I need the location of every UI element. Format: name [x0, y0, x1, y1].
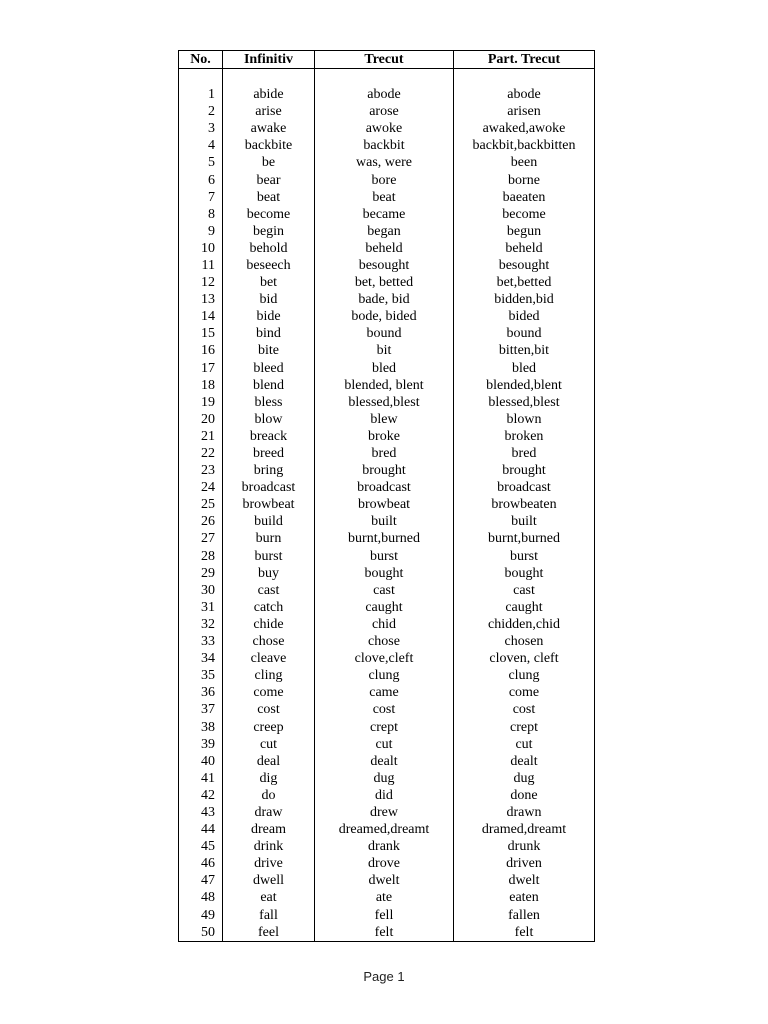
cell-no: 5 [179, 154, 223, 171]
cell-trecut: ate [315, 889, 454, 906]
cell-infinitiv: buy [223, 565, 315, 582]
cell-trecut: dealt [315, 753, 454, 770]
cell-trecut: blended, blent [315, 377, 454, 394]
cell-infinitiv: bid [223, 291, 315, 308]
cell-no: 21 [179, 428, 223, 445]
table-row [179, 548, 595, 565]
table-row [179, 684, 595, 701]
cell-infinitiv: do [223, 787, 315, 804]
table-row [179, 530, 595, 547]
cell-part-trecut: bided [454, 308, 595, 325]
table-row [179, 137, 595, 154]
table-row [179, 889, 595, 906]
cell-no: 33 [179, 633, 223, 650]
cell-infinitiv: eat [223, 889, 315, 906]
cell-part-trecut: become [454, 206, 595, 223]
table-row [179, 189, 595, 206]
cell-trecut: besought [315, 257, 454, 274]
cell-part-trecut: built [454, 513, 595, 530]
cell-trecut: crept [315, 718, 454, 735]
cell-no: 43 [179, 804, 223, 821]
cell-infinitiv: be [223, 154, 315, 171]
table-row [179, 86, 595, 103]
cell-no: 20 [179, 411, 223, 428]
cell-trecut: bled [315, 360, 454, 377]
cell-no: 34 [179, 650, 223, 667]
cell-infinitiv: feel [223, 924, 315, 942]
header-infinitiv: Infinitiv [223, 51, 315, 69]
table-row [179, 257, 595, 274]
cell-infinitiv: bear [223, 171, 315, 188]
cell-infinitiv: cost [223, 701, 315, 718]
cell-trecut: felt [315, 924, 454, 942]
cell-trecut: dug [315, 770, 454, 787]
cell-trecut: broke [315, 428, 454, 445]
cell-trecut: caught [315, 599, 454, 616]
cell-infinitiv: bite [223, 342, 315, 359]
cell-part-trecut: begun [454, 223, 595, 240]
cell-trecut: fell [315, 907, 454, 924]
cell-infinitiv: browbeat [223, 496, 315, 513]
cell-infinitiv: bless [223, 394, 315, 411]
cell-part-trecut: bought [454, 565, 595, 582]
cell-trecut: came [315, 684, 454, 701]
cell-trecut: bore [315, 171, 454, 188]
cell-no: 8 [179, 206, 223, 223]
cell-infinitiv: burn [223, 530, 315, 547]
table-row [179, 701, 595, 718]
cell-infinitiv: bide [223, 308, 315, 325]
cell-infinitiv: become [223, 206, 315, 223]
table-row [179, 650, 595, 667]
cell-part-trecut: arisen [454, 103, 595, 120]
cell-part-trecut: come [454, 684, 595, 701]
cell-no: 49 [179, 907, 223, 924]
cell-no: 15 [179, 325, 223, 342]
cell-infinitiv: chide [223, 616, 315, 633]
cell-part-trecut: drawn [454, 804, 595, 821]
cell-trecut: built [315, 513, 454, 530]
cell-no: 18 [179, 377, 223, 394]
cell-trecut: brought [315, 462, 454, 479]
cell-part-trecut: drunk [454, 838, 595, 855]
cell-part-trecut: browbeaten [454, 496, 595, 513]
cell-infinitiv: fall [223, 907, 315, 924]
cell-trecut: dwelt [315, 872, 454, 889]
cell-no: 30 [179, 582, 223, 599]
cell-infinitiv: drink [223, 838, 315, 855]
cell-infinitiv: backbite [223, 137, 315, 154]
cell-no: 40 [179, 753, 223, 770]
cell-trecut: arose [315, 103, 454, 120]
table-row [179, 206, 595, 223]
cell-infinitiv: cut [223, 736, 315, 753]
table-row [179, 120, 595, 137]
cell-infinitiv: dwell [223, 872, 315, 889]
cell-part-trecut: been [454, 154, 595, 171]
cell-trecut: bought [315, 565, 454, 582]
cell-no: 32 [179, 616, 223, 633]
cell-part-trecut: blended,blent [454, 377, 595, 394]
cell-no: 45 [179, 838, 223, 855]
table-row [179, 325, 595, 342]
cell-trecut: became [315, 206, 454, 223]
header-part-trecut: Part. Trecut [454, 51, 595, 69]
cell-trecut: cut [315, 736, 454, 753]
cell-no: 14 [179, 308, 223, 325]
cell-trecut: browbeat [315, 496, 454, 513]
table-header-row [179, 51, 595, 69]
cell-no: 42 [179, 787, 223, 804]
cell-infinitiv: beseech [223, 257, 315, 274]
header-trecut: Trecut [315, 51, 454, 69]
cell-infinitiv: bind [223, 325, 315, 342]
cell-trecut: cost [315, 701, 454, 718]
table-row [179, 103, 595, 120]
table-row [179, 855, 595, 872]
table-row [179, 770, 595, 787]
cell-infinitiv: beat [223, 189, 315, 206]
cell-part-trecut: broadcast [454, 479, 595, 496]
table-row [179, 804, 595, 821]
cell-trecut: beheld [315, 240, 454, 257]
cell-infinitiv: breed [223, 445, 315, 462]
cell-infinitiv: bet [223, 274, 315, 291]
cell-trecut: bred [315, 445, 454, 462]
table-row [179, 223, 595, 240]
cell-no: 22 [179, 445, 223, 462]
cell-trecut: chid [315, 616, 454, 633]
cell-no: 35 [179, 667, 223, 684]
table-row [179, 753, 595, 770]
cell-trecut: did [315, 787, 454, 804]
cell-part-trecut: cast [454, 582, 595, 599]
table-row [179, 616, 595, 633]
cell-no: 24 [179, 479, 223, 496]
table-row [179, 360, 595, 377]
cell-infinitiv: behold [223, 240, 315, 257]
cell-infinitiv: begin [223, 223, 315, 240]
cell-trecut: began [315, 223, 454, 240]
cell-trecut: bound [315, 325, 454, 342]
cell-part-trecut: backbit,backbitten [454, 137, 595, 154]
cell-no: 28 [179, 548, 223, 565]
cell-no: 10 [179, 240, 223, 257]
cell-trecut: bet, betted [315, 274, 454, 291]
cell-part-trecut: dug [454, 770, 595, 787]
cell-trecut: blew [315, 411, 454, 428]
table-row [179, 428, 595, 445]
cell-infinitiv: deal [223, 753, 315, 770]
cell-trecut: burnt,burned [315, 530, 454, 547]
table-row [179, 924, 595, 942]
cell-infinitiv: catch [223, 599, 315, 616]
table-row [179, 718, 595, 735]
table-row [179, 394, 595, 411]
table-row [179, 821, 595, 838]
cell-trecut: abode [315, 86, 454, 103]
cell-trecut: dreamed,dreamt [315, 821, 454, 838]
cell-trecut: drew [315, 804, 454, 821]
cell-part-trecut: fallen [454, 907, 595, 924]
cell-trecut: bode, bided [315, 308, 454, 325]
cell-part-trecut: chosen [454, 633, 595, 650]
cell-infinitiv: chose [223, 633, 315, 650]
cell-part-trecut: bidden,bid [454, 291, 595, 308]
cell-no: 6 [179, 171, 223, 188]
cell-trecut: was, were [315, 154, 454, 171]
cell-no: 37 [179, 701, 223, 718]
cell-trecut: blessed,blest [315, 394, 454, 411]
cell-infinitiv: cleave [223, 650, 315, 667]
cell-infinitiv: bleed [223, 360, 315, 377]
cell-no: 50 [179, 924, 223, 942]
cell-part-trecut: blessed,blest [454, 394, 595, 411]
cell-no: 7 [179, 189, 223, 206]
cell-no: 48 [179, 889, 223, 906]
cell-infinitiv: abide [223, 86, 315, 103]
cell-infinitiv: breack [223, 428, 315, 445]
cell-infinitiv: cling [223, 667, 315, 684]
irregular-verbs-table [178, 50, 595, 942]
cell-infinitiv: come [223, 684, 315, 701]
cell-no: 41 [179, 770, 223, 787]
cell-trecut: beat [315, 189, 454, 206]
cell-infinitiv: draw [223, 804, 315, 821]
cell-part-trecut: bitten,bit [454, 342, 595, 359]
spacer-row [179, 69, 595, 87]
cell-part-trecut: caught [454, 599, 595, 616]
table-row [179, 872, 595, 889]
cell-infinitiv: creep [223, 718, 315, 735]
cell-no: 16 [179, 342, 223, 359]
cell-trecut: awoke [315, 120, 454, 137]
table-row [179, 736, 595, 753]
table-row [179, 445, 595, 462]
cell-part-trecut: bound [454, 325, 595, 342]
cell-no: 23 [179, 462, 223, 479]
cell-trecut: drank [315, 838, 454, 855]
cell-no: 38 [179, 718, 223, 735]
cell-part-trecut: dealt [454, 753, 595, 770]
cell-part-trecut: eaten [454, 889, 595, 906]
cell-part-trecut: brought [454, 462, 595, 479]
cell-trecut: cast [315, 582, 454, 599]
cell-part-trecut: chidden,chid [454, 616, 595, 633]
cell-no: 17 [179, 360, 223, 377]
cell-infinitiv: broadcast [223, 479, 315, 496]
cell-no: 12 [179, 274, 223, 291]
table-row [179, 342, 595, 359]
cell-part-trecut: blown [454, 411, 595, 428]
cell-part-trecut: felt [454, 924, 595, 942]
cell-no: 19 [179, 394, 223, 411]
cell-part-trecut: bred [454, 445, 595, 462]
cell-part-trecut: cloven, cleft [454, 650, 595, 667]
cell-part-trecut: dramed,dreamt [454, 821, 595, 838]
table-row [179, 582, 595, 599]
table-row [179, 240, 595, 257]
cell-no: 46 [179, 855, 223, 872]
cell-part-trecut: crept [454, 718, 595, 735]
cell-trecut: chose [315, 633, 454, 650]
cell-infinitiv: dig [223, 770, 315, 787]
cell-part-trecut: burst [454, 548, 595, 565]
table-row [179, 787, 595, 804]
cell-no: 44 [179, 821, 223, 838]
verb-table-container [178, 50, 594, 942]
table-row [179, 462, 595, 479]
header-no: No. [179, 51, 223, 69]
cell-part-trecut: burnt,burned [454, 530, 595, 547]
cell-infinitiv: blow [223, 411, 315, 428]
cell-part-trecut: abode [454, 86, 595, 103]
table-row [179, 838, 595, 855]
table-body [179, 69, 595, 942]
cell-infinitiv: burst [223, 548, 315, 565]
cell-trecut: clove,cleft [315, 650, 454, 667]
cell-no: 47 [179, 872, 223, 889]
cell-infinitiv: cast [223, 582, 315, 599]
cell-no: 36 [179, 684, 223, 701]
cell-part-trecut: broken [454, 428, 595, 445]
cell-part-trecut: driven [454, 855, 595, 872]
cell-infinitiv: awake [223, 120, 315, 137]
cell-no: 1 [179, 86, 223, 103]
cell-infinitiv: dream [223, 821, 315, 838]
table-row [179, 308, 595, 325]
cell-infinitiv: arise [223, 103, 315, 120]
cell-no: 29 [179, 565, 223, 582]
cell-no: 25 [179, 496, 223, 513]
table-row [179, 667, 595, 684]
cell-part-trecut: clung [454, 667, 595, 684]
cell-trecut: broadcast [315, 479, 454, 496]
cell-part-trecut: bled [454, 360, 595, 377]
cell-no: 26 [179, 513, 223, 530]
cell-no: 31 [179, 599, 223, 616]
table-row [179, 154, 595, 171]
cell-infinitiv: blend [223, 377, 315, 394]
cell-trecut: backbit [315, 137, 454, 154]
cell-part-trecut: borne [454, 171, 595, 188]
cell-part-trecut: done [454, 787, 595, 804]
page-footer: Page 1 [363, 969, 405, 984]
table-row [179, 513, 595, 530]
cell-trecut: clung [315, 667, 454, 684]
cell-infinitiv: bring [223, 462, 315, 479]
cell-part-trecut: cost [454, 701, 595, 718]
table-row [179, 411, 595, 428]
cell-part-trecut: cut [454, 736, 595, 753]
cell-part-trecut: bet,betted [454, 274, 595, 291]
cell-no: 4 [179, 137, 223, 154]
cell-trecut: bade, bid [315, 291, 454, 308]
table-row [179, 565, 595, 582]
cell-infinitiv: drive [223, 855, 315, 872]
cell-trecut: drove [315, 855, 454, 872]
cell-infinitiv: build [223, 513, 315, 530]
table-row [179, 907, 595, 924]
cell-no: 11 [179, 257, 223, 274]
cell-part-trecut: baeaten [454, 189, 595, 206]
table-row [179, 599, 595, 616]
table-row [179, 496, 595, 513]
cell-no: 13 [179, 291, 223, 308]
table-row [179, 377, 595, 394]
table-row [179, 274, 595, 291]
cell-no: 27 [179, 530, 223, 547]
cell-no: 3 [179, 120, 223, 137]
cell-part-trecut: beheld [454, 240, 595, 257]
table-row [179, 291, 595, 308]
cell-part-trecut: awaked,awoke [454, 120, 595, 137]
cell-part-trecut: besought [454, 257, 595, 274]
cell-no: 9 [179, 223, 223, 240]
table-row [179, 171, 595, 188]
cell-part-trecut: dwelt [454, 872, 595, 889]
table-row [179, 633, 595, 650]
cell-no: 2 [179, 103, 223, 120]
cell-trecut: bit [315, 342, 454, 359]
table-row [179, 479, 595, 496]
cell-no: 39 [179, 736, 223, 753]
cell-trecut: burst [315, 548, 454, 565]
